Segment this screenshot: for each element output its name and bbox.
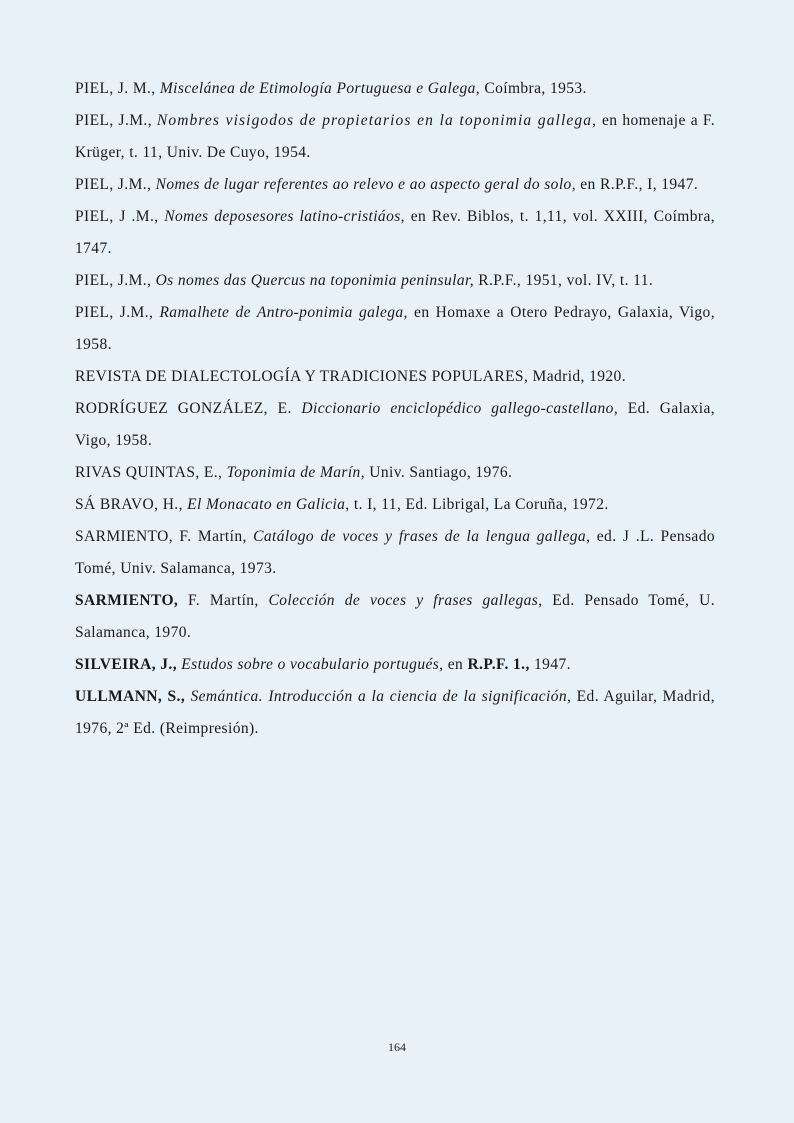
entry-title: El Monacato en Galicia, <box>187 496 350 513</box>
entry-author: PIEL, J.M., <box>75 304 154 321</box>
entry-author: REVISTA DE DIALECTOLOGÍA Y TRADICIONES POPULARES, <box>75 368 529 385</box>
entry-publication: en homenaje a F. Krüger, t. 11, Univ. De Cuyo, 1954. <box>75 112 715 161</box>
entry-author: RODRÍGUEZ GONZÁLEZ, E. <box>75 400 292 417</box>
bibliography-entry <box>75 521 715 585</box>
entry-title: Catálogo de voces y frases de la lengua gallega, <box>253 528 591 545</box>
entry-author: SARMIENTO, F. Martín, <box>75 528 247 545</box>
bibliography-entry <box>75 457 715 489</box>
entry-title: Diccionario enciclopédico gallego-castellano, <box>301 400 619 417</box>
entry-author: PIEL, J. M., <box>75 80 156 97</box>
entry-publication: Ed. Galaxia, Vigo, 1958. <box>75 400 715 449</box>
entry-publication: Ed. Pensado Tomé, U. Salamanca, 1970. <box>75 592 715 641</box>
entry-author: PIEL, J.M., <box>75 272 152 289</box>
entry-publication: Ed. Aguilar, Madrid, 1976, 2ª Ed. (Reimpresión). <box>75 688 715 737</box>
entry-title: Miscelánea de Etimología Portuguesa e Galega, <box>159 80 481 97</box>
entry-title: Semántica. Introducción a la ciencia de la significación, <box>190 688 572 705</box>
bibliography-entry <box>75 489 715 521</box>
entry-author: ULLMANN, S., <box>75 688 186 705</box>
bibliography-entry <box>75 681 715 745</box>
entry-title: Nombres visigodos de propietarios en la toponimia gallega, <box>156 112 598 129</box>
entry-author: SILVEIRA, J., <box>75 656 177 673</box>
bibliography-entry <box>75 105 715 169</box>
entry-title: Nomes de lugar referentes ao relevo e ao aspecto geral do solo, <box>155 176 576 193</box>
entry-publication: en Homaxe a Otero Pedrayo, Galaxia, Vigo, 1958. <box>75 304 715 353</box>
entry-publication-prefix: en <box>447 656 464 673</box>
entry-author-given: F. Martín, <box>188 592 259 609</box>
entry-journal: R.P.F. 1., <box>467 656 530 673</box>
bibliography-entry <box>75 265 715 297</box>
entry-author: PIEL, J.M., <box>75 176 152 193</box>
bibliography-entry <box>75 585 715 649</box>
entry-publication: R.P.F., 1951, vol. IV, t. 11. <box>478 272 654 289</box>
bibliography-entry <box>75 201 715 265</box>
page-number: 164 <box>388 1040 406 1054</box>
entry-publication: ed. J .L. Pensado Tomé, Univ. Salamanca, 1973. <box>75 528 716 577</box>
bibliography-list <box>75 73 715 745</box>
entry-title: Estudos sobre o vocabulario portugués, <box>181 656 444 673</box>
bibliography-entry <box>75 393 715 457</box>
entry-publication: Madrid, 1920. <box>532 368 626 385</box>
bibliography-entry <box>75 169 715 201</box>
entry-author: SARMIENTO, <box>75 592 179 609</box>
bibliography-entry <box>75 361 715 393</box>
entry-title: Ramalhete de Antro-ponimia galega, <box>159 304 408 321</box>
entry-publication: Coímbra, 1953. <box>484 80 587 97</box>
entry-publication: 1947. <box>534 656 571 673</box>
entry-title: Os nomes das Quercus na toponimia peninsular, <box>155 272 474 289</box>
entry-title: Nomes deposesores latino-cristiáos, <box>164 208 405 225</box>
bibliography-entry <box>75 73 715 105</box>
bibliography-entry <box>75 297 715 361</box>
entry-title: Toponimia de Marín, <box>226 464 365 481</box>
entry-publication: en R.P.F., I, 1947. <box>580 176 699 193</box>
entry-publication: t. I, 11, Ed. Librigal, La Coruña, 1972. <box>353 496 609 513</box>
bibliography-entry <box>75 649 715 681</box>
entry-publication: en Rev. Biblos, t. 1,11, vol. XXIII, Coímbra, 1747. <box>75 208 716 257</box>
entry-author: PIEL, J.M., <box>75 112 152 129</box>
entry-author: PIEL, J .M., <box>75 208 159 225</box>
entry-author: RIVAS QUINTAS, E., <box>75 464 223 481</box>
entry-author: SÁ BRAVO, H., <box>75 496 183 513</box>
entry-title: Colección de voces y frases gallegas, <box>268 592 543 609</box>
entry-publication: Univ. Santiago, 1976. <box>369 464 513 481</box>
